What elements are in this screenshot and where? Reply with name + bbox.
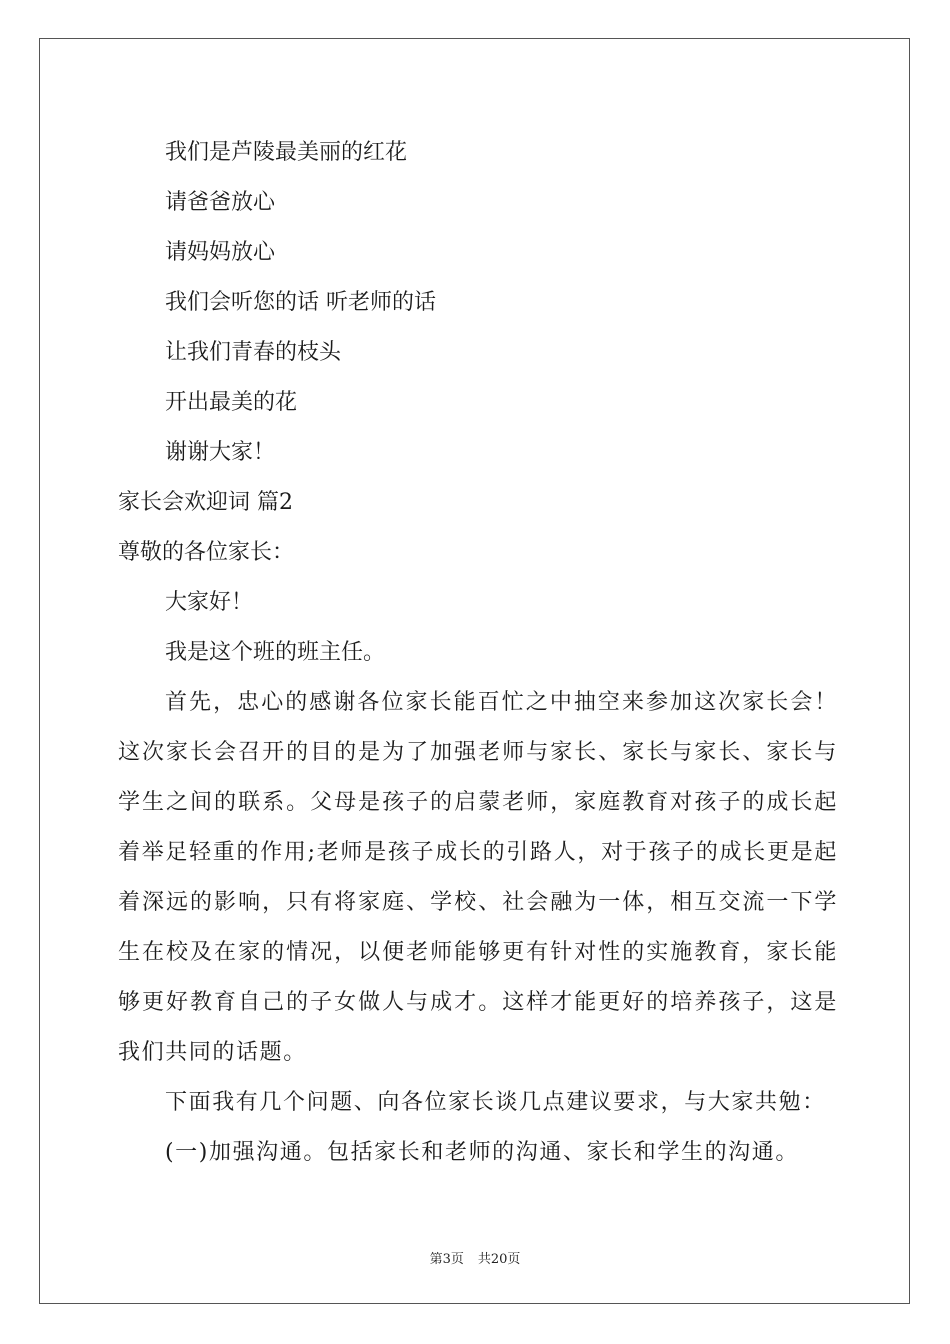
page-number: 第3页 bbox=[429, 1252, 464, 1267]
poem-line-6: 开出最美的花 bbox=[165, 390, 298, 415]
poem-line-4: 我们会听您的话 听老师的话 bbox=[165, 290, 436, 315]
poem-line-3: 请妈妈放心 bbox=[165, 240, 276, 265]
document-body bbox=[118, 128, 838, 1178]
poem-line-7: 谢谢大家！ bbox=[165, 440, 276, 465]
salutation: 尊敬的各位家长： bbox=[118, 540, 295, 565]
page-total: 共20页 bbox=[477, 1252, 521, 1267]
page-footer bbox=[0, 1248, 950, 1267]
poem-line-2: 请爸爸放心 bbox=[165, 190, 276, 215]
paragraph-1: 首先，忠心的感谢各位家长能百忙之中抽空来参加这次家长会！这次家长会召开的目的是为了加强老师与家长、家长与家长、家长与学生之间的联系。父母是孩子的启蒙老师，家庭教育对孩子的成长起着举足轻重的作用;老师是孩子成长的引路人，对于孩子的成长更是起着深远的影响，只有将家庭、学校、社会融为一体，相互交流一下学生在校及在家的情况，以便老师能够更有针对性的实施教育，家长能够更好教育自己的子女做人与成才。这样才能更好的培养孩子，这是我们共同的话题。 bbox=[118, 690, 838, 1065]
paragraph-2: 下面我有几个问题、向各位家长谈几点建议要求，与大家共勉： bbox=[165, 1090, 826, 1115]
greeting: 大家好！ bbox=[165, 590, 254, 615]
poem-line-1: 我们是芦陵最美丽的红花 bbox=[165, 140, 408, 165]
poem-line-5: 让我们青春的枝头 bbox=[165, 340, 342, 365]
section-title: 家长会欢迎词 篇2 bbox=[118, 490, 293, 515]
intro-line: 我是这个班的班主任。 bbox=[165, 640, 386, 665]
paragraph-3: (一)加强沟通。包括家长和老师的沟通、家长和学生的沟通。 bbox=[165, 1140, 799, 1165]
